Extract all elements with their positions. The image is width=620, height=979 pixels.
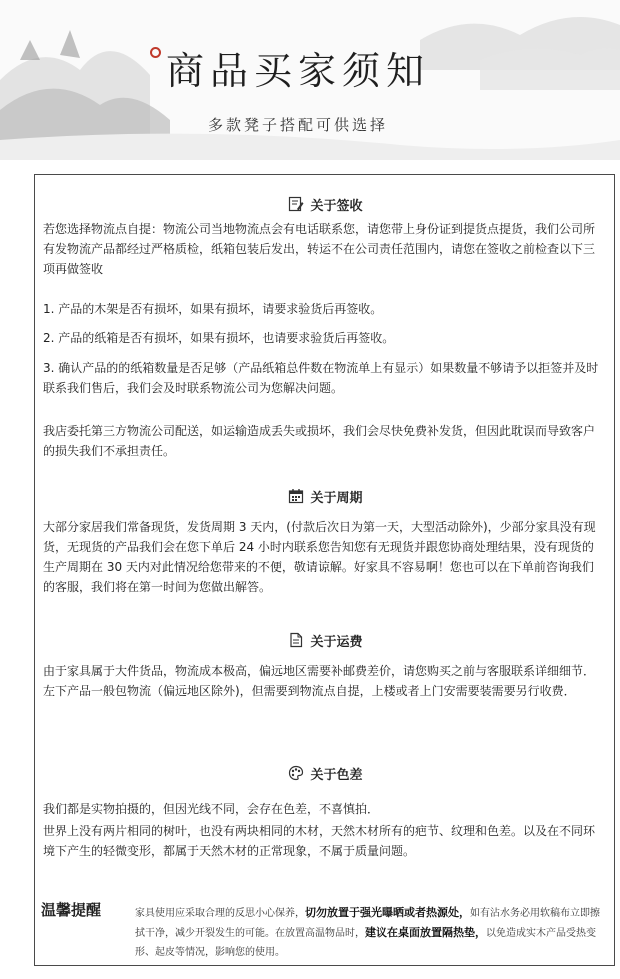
edit-document-icon (288, 196, 304, 212)
section-heading-sign (35, 193, 616, 215)
section-heading-shipping (35, 629, 616, 651)
tips-title: 温馨提醒 (41, 901, 102, 919)
color-text-1: 我们都是实物拍摄的，但因光线不同，会存在色差，不喜慎拍． (43, 802, 380, 816)
calendar-icon (288, 488, 304, 504)
tips-text (135, 903, 609, 962)
shipping-text: 由于家具属于大件货品，物流成本极高，偏远地区需要补邮费差价，请您购买之前与客服联系详细细节．左下产品一般包物流（偏远地区除外)，但需要到物流点自提，上楼或者上门安需要装需要另行收费． (43, 664, 596, 698)
sign-item-3: 3. 确认产品的的纸箱数量是否足够（产品纸箱总件数在物流单上有显示）如果数量不够请予以拒签并及时联系我们售后，我们会及时联系物流公司为您解决问题。 (43, 361, 599, 395)
page-title: 商品买家须知 (166, 49, 431, 93)
section-title: 关于运费 (310, 634, 363, 650)
section-title: 关于周期 (310, 490, 363, 506)
notice-box (34, 174, 615, 966)
tips-bold-1: 切勿放置于强光曝晒或者热源处， (305, 906, 470, 919)
sign-intro: 若您选择物流点自提：物流公司当地物流点会有电话联系您，请您带上身份证到提货点提货，我们公司所有发物流产品都经过严格质检，纸箱包装后发出，转运不在公司责任范围内，请您在签收之前检查以下三项再做签收 (43, 222, 596, 276)
sign-item-1: 1. 产品的木架是否有损坏，如果有损坏，请要求验货后再签收。 (43, 302, 383, 316)
section-title: 关于签收 (310, 198, 363, 214)
section-heading-color (35, 762, 616, 784)
document-icon (288, 632, 304, 648)
tips-part-2: 如有沾水务必用软稿布立即擦拭干净，减少开裂发生的可能。在放置高温物品时， (135, 908, 600, 939)
cycle-text: 大部分家居我们常备现货，发货周期 3 天内，(付款后次日为第一天，大型活动除外)，少部分家具没有现货，无现货的产品我们会在您下单后 24 小时内联系您告知您有无现货并跟您协商处理结果，没有现货的生产周期在 30 天内对此情况给您带来的不便，敬请谅解。好家具不容易啊！您也可以在下单前咨询我们的客服，我们将在第一时间为您做出解答。 (43, 520, 596, 594)
tips-bold-2: 建议在桌面放置隔热垫， (365, 926, 486, 939)
header-banner (0, 0, 620, 160)
color-swatch-icon (288, 765, 304, 781)
color-text-2: 世界上没有两片相同的树叶，也没有两块相同的木材，天然木材所有的疤节、纹理和色差。以及在不同环境下产生的轻微变形，都属于天然木材的正常现象，不属于质量问题。 (43, 824, 596, 858)
red-circle-ornament (150, 47, 161, 58)
sign-note: 我店委托第三方物流公司配送，如运输造成丢失或损坏，我们会尽快免费补发货，但因此耽误而导致客户的损失我们不承担责任。 (43, 424, 596, 458)
section-title: 关于色差 (310, 767, 363, 783)
section-heading-cycle (35, 485, 616, 507)
tips-part-3: 以免造成实木产品受热变形、起皮等情况，影响您的使用。 (135, 928, 596, 958)
page-subtitle: 多款凳子搭配可供选择 (208, 116, 389, 134)
tips-part-1: 家具使用应采取合理的反思小心保养， (135, 908, 305, 919)
sign-item-2: 2. 产品的纸箱是否有损坏，如果有损坏，也请要求验货后再签收。 (43, 331, 395, 345)
